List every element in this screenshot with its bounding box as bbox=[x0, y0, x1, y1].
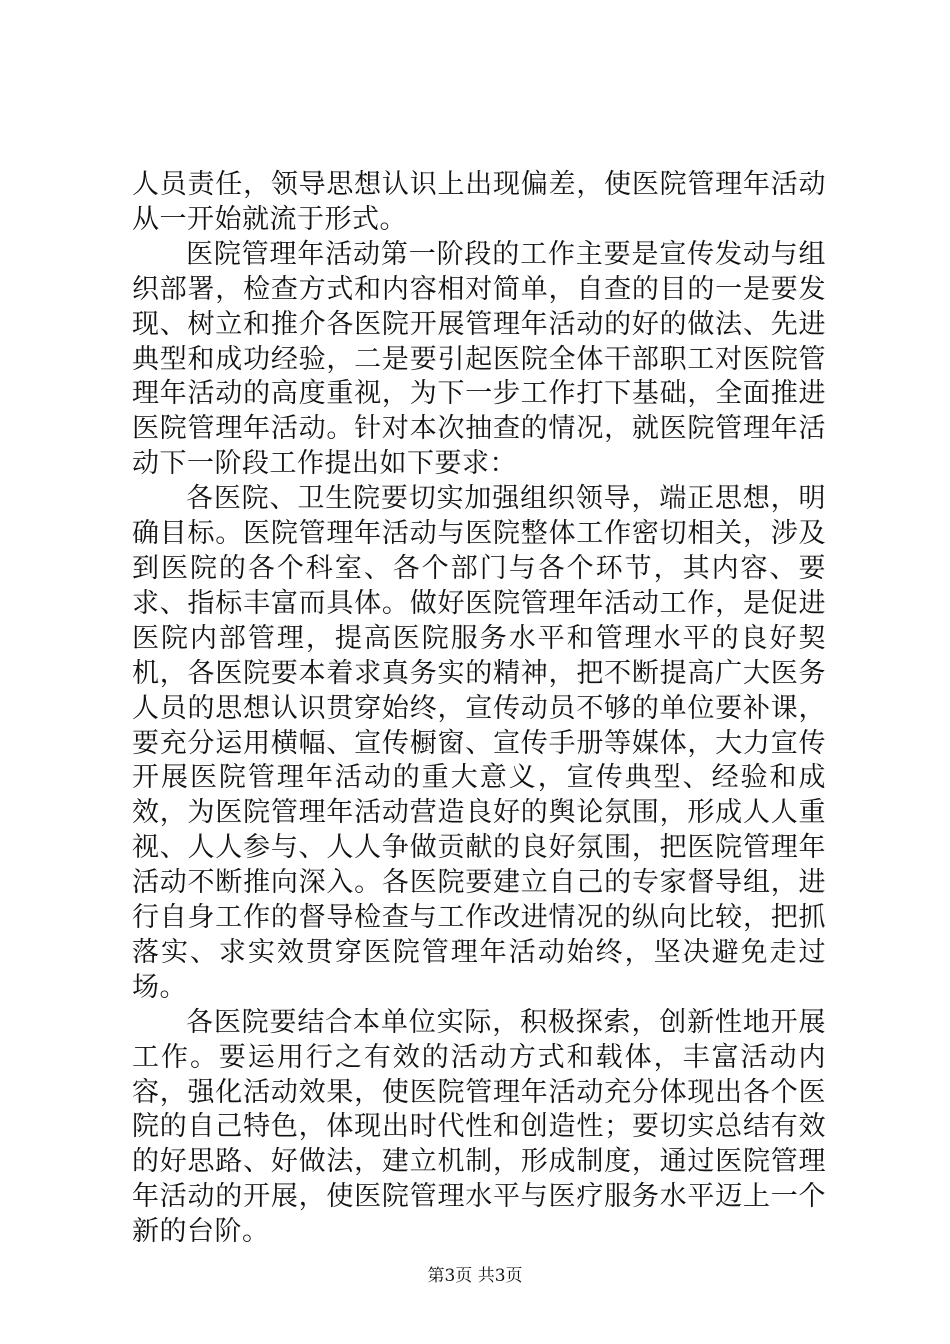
paragraph-4: 各医院要结合本单位实际，积极探索，创新性地开展工作。要运用行之有效的活动方式和载体，丰富活动内容，强化活动效果，使医院管理年活动充分体现出各个医院的自己特色，体现出时代性和创造性；要切实总结有效的好思路、好做法，建立机制，形成制度，通过医院管理年活动的开展，使医院管理水平与医疗服务水平迈上一个新的台阶。 bbox=[132, 1006, 826, 1248]
page-number-footer: 第3页 共3页 bbox=[427, 1266, 523, 1286]
paragraph-2: 医院管理年活动第一阶段的工作主要是宣传发动与组织部署，检查方式和内容相对简单，自查的目的一是要发现、树立和推介各医院开展管理年活动的好的做法、先进典型和成功经验，二是要引起医院全体干部职工对医院管理年活动的高度重视，为下一步工作打下基础，全面推进医院管理年活动。针对本次抽查的情况，就医院管理年活动下一阶段工作提出如下要求： bbox=[132, 238, 826, 480]
document-body bbox=[132, 168, 826, 1250]
paragraph-3: 各医院、卫生院要切实加强组织领导，端正思想，明确目标。医院管理年活动与医院整体工作密切相关，涉及到医院的各个科室、各个部门与各个环节，其内容、要求、指标丰富而具体。做好医院管理年活动工作，是促进医院内部管理，提高医院服务水平和管理水平的良好契机，各医院要本着求真务实的精神，把不断提高广大医务人员的思想认识贯穿始终，宣传动员不够的单位要补课，要充分运用横幅、宣传橱窗、宣传手册等媒体，大力宣传开展医院管理年活动的重大意义，宣传典型、经验和成效，为医院管理年活动营造良好的舆论氛围，形成人人重视、人人参与、人人争做贡献的良好氛围，把医院管理年活动不断推向深入。各医院要建立自己的专家督导组，进行自身工作的督导检查与工作改进情况的纵向比较，把抓落实、求实效贯穿医院管理年活动始终，坚决避免走过场。 bbox=[132, 483, 826, 1003]
paragraph-1: 人员责任，领导思想认识上出现偏差，使医院管理年活动从一开始就流于形式。 bbox=[132, 169, 826, 235]
